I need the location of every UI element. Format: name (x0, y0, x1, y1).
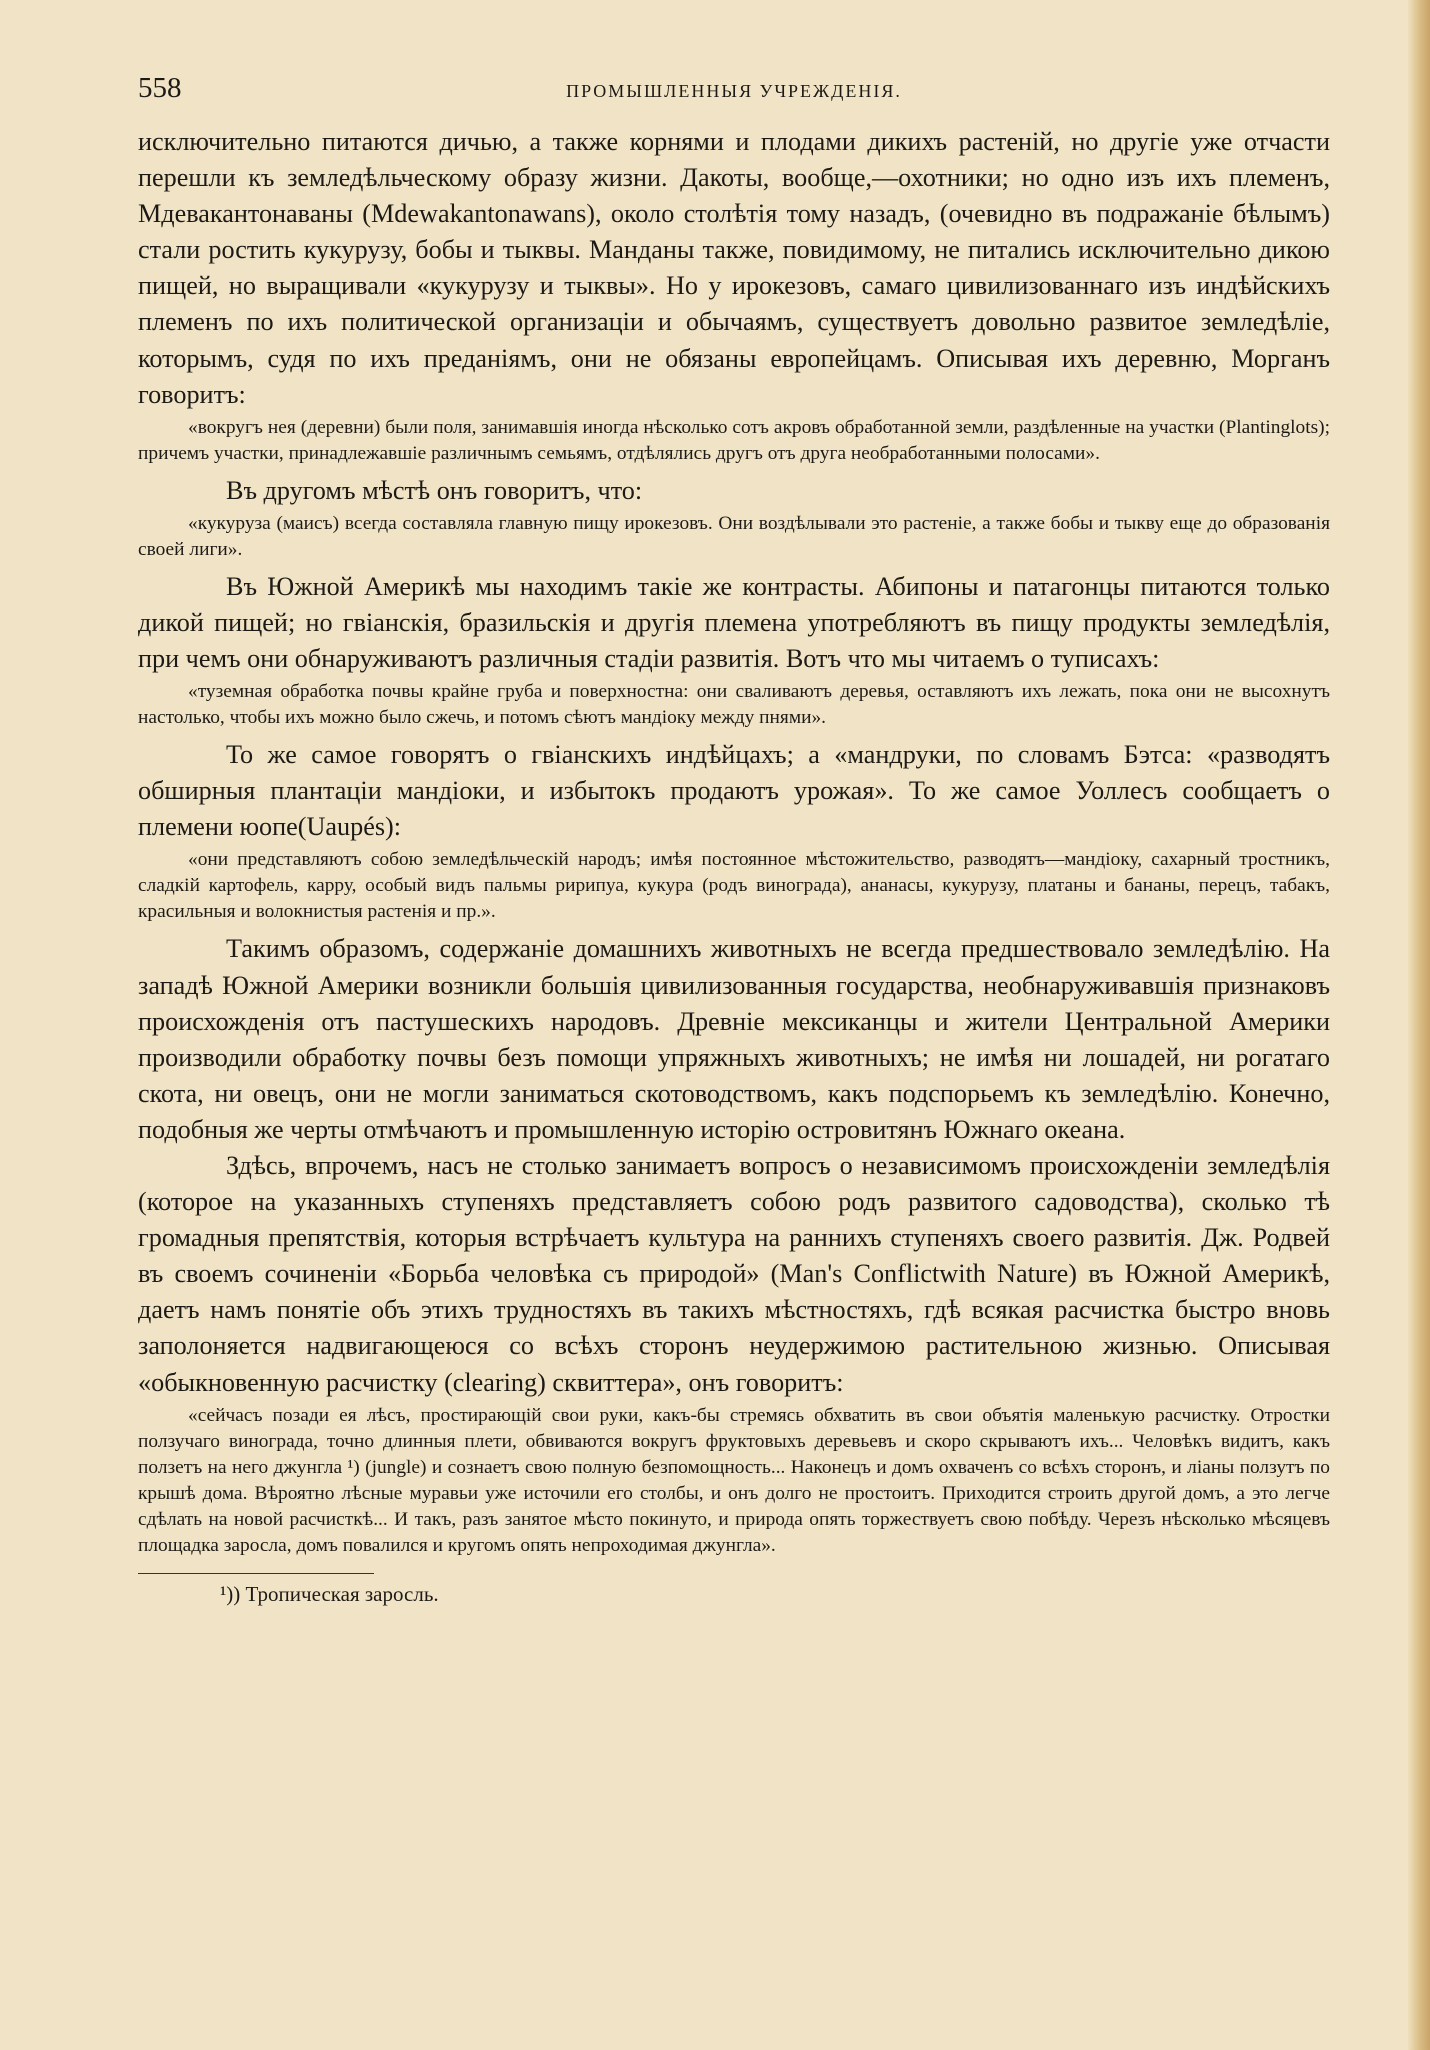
page-number: 558 (138, 72, 182, 104)
block-quote: «вокругъ нея (деревни) были поля, занимавшія иногда нѣсколько сотъ акровъ обработанной земли, раздѣленные на участки (Plantinglots); причемъ участки, принадлежавшіе различнымъ семьямъ, отдѣлялись другъ отъ друга необработанными полосами». (138, 416, 1330, 464)
page-header (138, 72, 1330, 124)
block-quote: «они представляютъ собою земледѣльческій народъ; имѣя постоянное мѣстожительство, разводятъ—мандіоку, сахарный тростникъ, сладкій картофель, карру, особый видъ пальмы ририпуа, кукура (родъ винограда), ананасы, кукурузу, платаны и бананы, перецъ, табакъ, красильныя и волокнистыя растенія и пр.». (138, 849, 1330, 923)
running-title: ПРОМЫШЛЕННЫЯ УЧРЕЖДЕНІЯ. (566, 81, 902, 101)
paragraph: Въ другомъ мѣстѣ онъ говоритъ, что: (226, 475, 643, 505)
page-edge-shadow (1408, 0, 1430, 2050)
paragraph: Здѣсь, впрочемъ, насъ не столько занимаетъ вопросъ о независимомъ происхожденіи земледѣлія (которое на указанныхъ ступеняхъ представляетъ собою родъ развитого садоводства), сколько тѣ громадныя препятствія, которыя встрѣчаетъ культура на раннихъ ступеняхъ своего развитія. Дж. Родвей въ своемъ сочиненіи «Борьба человѣка съ природой» (Man's Conflictwith Nature) въ Южной Америкѣ, даетъ намъ понятіе объ этихъ трудностяхъ въ такихъ мѣстностяхъ, гдѣ всякая расчистка быстро вновь заполоняется надвигающеюся со всѣхъ сторонъ неудержимою растительною жизнью. Описывая «обыкновенную расчистку (clearing) сквиттера», онъ говоритъ: (138, 1150, 1330, 1397)
block-quote: «сейчасъ позади ея лѣсъ, простирающій свои руки, какъ-бы стремясь обхватить въ свои объятія маленькую расчистку. Отростки ползучаго винограда, точно длинныя плети, обвиваются вокругъ фруктовыхъ деревьевъ и скоро скрываютъ ихъ... Человѣкъ видитъ, какъ ползетъ на него джунгла ¹) (jungle) и сознаетъ свою полную безпомощность... Наконецъ и домъ охваченъ со всѣхъ сторонъ, и ліаны ползутъ по крышѣ дома. Вѣроятно лѣсные муравьи уже источили его столбы, и онъ долго не простоитъ. Приходится строить другой домъ, а это легче сдѣлать на новой расчисткѣ... И такъ, разъ занятое мѣсто покинуто, и природа опять торжествуетъ свою побѣду. Черезъ нѣсколько мѣсяцевъ площадка заросла, домъ повалился и кругомъ опять непроходимая джунгла». (138, 1404, 1330, 1556)
footnote: ¹)) Тропическая заросль. (220, 1581, 439, 1606)
paragraph: Въ Южной Америкѣ мы находимъ такіе же контрасты. Абипоны и патагонцы питаются только дикой пищей; но гвіанскія, бразильскія и другія племена употребляютъ въ пищу продукты земледѣлія, при чемъ они обнаруживаютъ различныя стадіи развитія. Вотъ что мы читаемъ о туписахъ: (138, 571, 1330, 674)
block-quote: «кукуруза (маисъ) всегда составляла главную пищу ирокезовъ. Они воздѣлывали это растеніе, а также бобы и тыкву еще до образованія своей лиги». (138, 512, 1330, 560)
document-page (138, 72, 1330, 1608)
block-quote: «туземная обработка почвы крайне груба и поверхностна: они сваливаютъ деревья, оставляютъ ихъ лежать, пока они не высохнутъ настолько, чтобы ихъ можно было сжечь, и потомъ сѣютъ мандіоку между пнями». (138, 681, 1330, 729)
footnote-rule (138, 1573, 374, 1574)
paragraph: Такимъ образомъ, содержаніе домашнихъ животныхъ не всегда предшествовало земледѣлію. На западѣ Южной Америки возникли большія цивилизованныя государства, необнаруживавшія признаковъ происхожденія отъ пастушескихъ народовъ. Древніе мексиканцы и жители Центральной Америки производили обработку почвы безъ помощи упряжныхъ животныхъ; не имѣя ни лошадей, ни рогатаго скота, ни овецъ, они не могли заниматься скотоводствомъ, какъ подспорьемъ къ земледѣлію. Конечно, подобныя же черты отмѣчаютъ и промышленную исторію островитянъ Южнаго океана. (138, 934, 1330, 1144)
paragraph: исключительно питаются дичью, а также корнями и плодами дикихъ растеній, но другіе уже отчасти перешли къ земледѣльческому образу жизни. Дакоты, вообще,—охотники; но одно изъ ихъ племенъ, Мдевакантонаваны (Mdewakantonawans), около столѣтія тому назадъ, (очевидно въ подражаніе бѣлымъ) стали ростить кукурузу, бобы и тыквы. Манданы также, повидимому, не питались исключительно дикою пищей, но выращивали «кукурузу и тыквы». Но у ирокезовъ, самаго цивилизованнаго изъ индѣйскихъ племенъ по ихъ политической организаціи и обычаямъ, существуетъ довольно развитое земледѣліе, которымъ, судя по ихъ преданіямъ, они не обязаны европейцамъ. Описывая ихъ деревню, Морганъ говоритъ: (138, 127, 1330, 409)
paragraph: То же самое говорятъ о гвіанскихъ индѣйцахъ; а «мандруки, по словамъ Бэтса: «разводятъ обширныя плантаціи мандіоки, и избытокъ продаютъ урожая». То же самое Уоллесъ сообщаетъ о племени юопе(Uaupés): (138, 740, 1330, 842)
